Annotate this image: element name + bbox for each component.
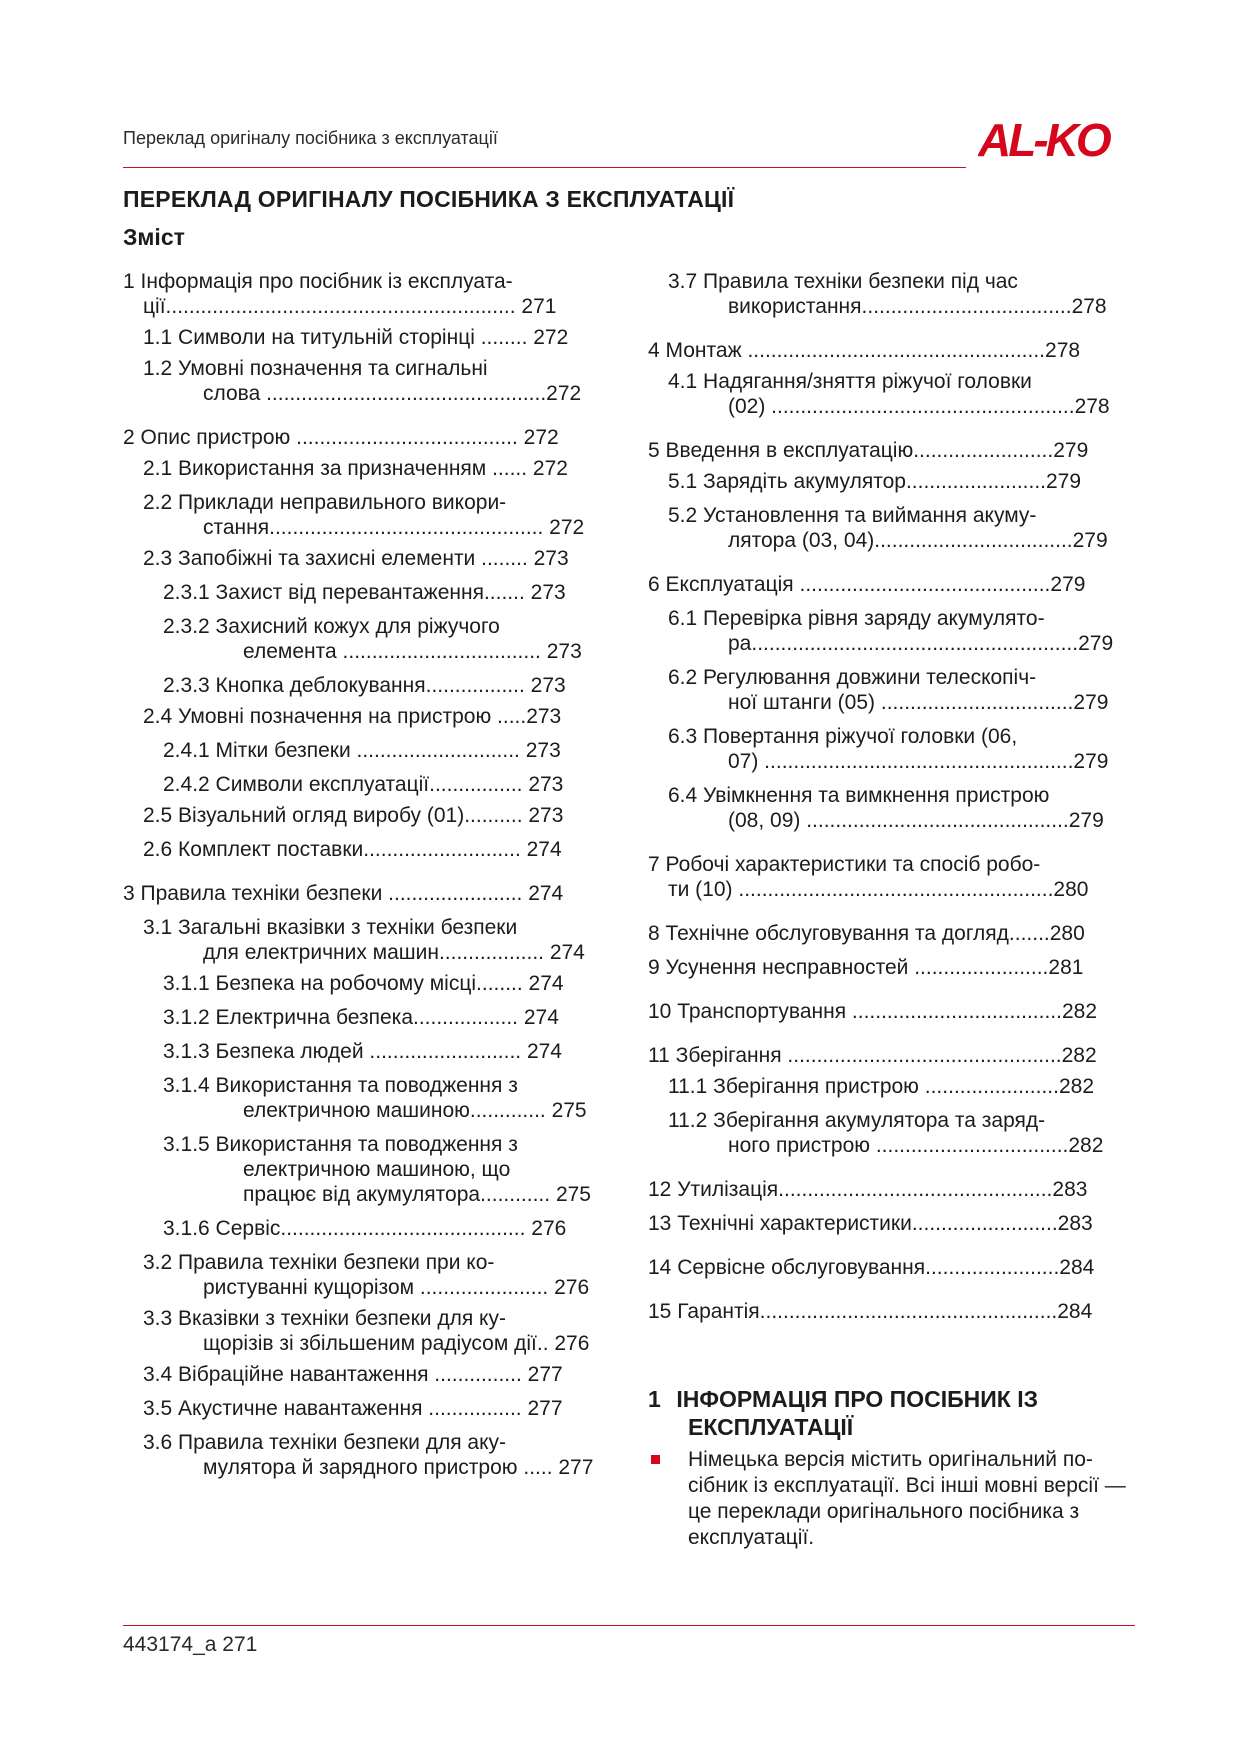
- toc-entry[interactable]: 4.1 Надягання/зняття ріжучої головки (02) ....................................................278: [668, 370, 1110, 418]
- section-heading: [648, 1385, 1138, 1441]
- svg-text:AL-KO: AL-KO: [978, 118, 1109, 162]
- toc-entry[interactable]: 6.3 Повертання ріжучої головки (06, 07) .....................................................279: [668, 725, 1109, 773]
- section-title-line1: ІНФОРМАЦІЯ ПРО ПОСІБНИК ІЗ: [676, 1386, 1039, 1412]
- running-header: Переклад оригіналу посібника з експлуатації: [123, 128, 498, 148]
- toc-left-column: [123, 269, 610, 1480]
- toc-entry[interactable]: 2.1 Використання за призначенням ...... 272: [143, 457, 568, 480]
- toc-entry[interactable]: 7 Робочі характеристики та спосіб робо- ти (10) ......................................................280: [648, 853, 1089, 901]
- bullet-item: [648, 1447, 1143, 1551]
- toc-entry[interactable]: 2.3.2 Захисний кожух для ріжучого елемента .................................. 273: [163, 615, 582, 663]
- toc-entry[interactable]: 2.4 Умовні позначення на пристрою .....273: [143, 705, 562, 728]
- toc-right-column: [648, 269, 1135, 1324]
- toc-entry[interactable]: 1.2 Умовні позначення та сигнальні слова ................................................272: [143, 357, 582, 405]
- al-ko-logo: [978, 118, 1138, 162]
- toc-entry[interactable]: 4 Монтаж ...................................................278: [648, 339, 1081, 362]
- toc-entry[interactable]: 2.6 Комплект поставки........................... 274: [143, 838, 562, 861]
- toc-entry[interactable]: 14 Сервісне обслуговування.......................284: [648, 1256, 1095, 1279]
- toc-entry[interactable]: 10 Транспортування ....................................282: [648, 1000, 1097, 1023]
- toc-entry[interactable]: 2.2 Приклади неправильного викори- стання............................................... 272: [143, 491, 585, 539]
- section-title-line2: ЕКСПЛУАТАЦІЇ: [688, 1414, 854, 1440]
- bullet-square-icon: [651, 1455, 660, 1464]
- toc-entry[interactable]: 5 Введення в експлуатацію........................279: [648, 439, 1089, 462]
- toc-entry[interactable]: 3.3 Вказівки з техніки безпеки для ку- щорізів зі збільшеним радіусом дії.. 276: [143, 1307, 590, 1355]
- toc-entry[interactable]: 3.1.5 Використання та поводження з електричною машиною, що працює від акумулятора............ 275: [163, 1133, 591, 1206]
- toc-entry[interactable]: 2.3 Запобіжні та захисні елементи ........ 273: [143, 547, 569, 570]
- toc-entry[interactable]: 2.3.3 Кнопка деблокування................. 273: [163, 674, 566, 697]
- toc-entry[interactable]: 3.1 Загальні вказівки з техніки безпеки для електричних машин.................. 274: [143, 916, 585, 964]
- toc-entry[interactable]: 2.4.1 Мітки безпеки ............................ 273: [163, 739, 561, 762]
- toc-entry[interactable]: 6 Експлуатація ...........................................279: [648, 573, 1086, 596]
- toc-entry[interactable]: 1 Інформація про посібник із експлуата- ції............................................................ 271: [123, 270, 557, 318]
- toc-entry[interactable]: 2.4.2 Символи експлуатації................ 273: [163, 773, 564, 796]
- toc-entry[interactable]: 8 Технічне обслуговування та догляд.......280: [648, 922, 1085, 945]
- toc-entry[interactable]: 3.1.2 Електрична безпека.................. 274: [163, 1006, 559, 1029]
- toc-entry[interactable]: 3.1.6 Сервіс.......................................... 276: [163, 1217, 567, 1240]
- toc-entry[interactable]: 5.1 Зарядіть акумулятор........................279: [668, 470, 1082, 493]
- toc-entry[interactable]: 11.2 Зберігання акумулятора та заряд- ного пристрою .................................282: [668, 1109, 1104, 1157]
- toc-entry[interactable]: 2.3.1 Захист від перевантаження....... 273: [163, 581, 566, 604]
- toc-entry[interactable]: 9 Усунення несправностей .......................281: [648, 956, 1084, 979]
- toc-entry[interactable]: 15 Гарантія...................................................284: [648, 1300, 1093, 1323]
- footer-page-number: 443174_a 271: [123, 1633, 258, 1656]
- bullet-text: Німецька версія містить оригінальний по-сібник із експлуатації. Всі інші мовні версії — це переклади оригінального посібника з експлуатації.: [688, 1448, 1126, 1549]
- toc-entry[interactable]: 3.7 Правила техніки безпеки під час використання....................................278: [668, 270, 1107, 318]
- toc-entry[interactable]: 3.2 Правила техніки безпеки при ко- ристуванні кущорізом ...................... 276: [143, 1251, 590, 1299]
- section-number: 1: [648, 1386, 661, 1412]
- toc-entry[interactable]: 1.1 Символи на титульній сторінці ........ 272: [143, 326, 569, 349]
- header-divider: [123, 167, 966, 168]
- toc-entry[interactable]: 11.1 Зберігання пристрою .......................282: [668, 1075, 1094, 1098]
- toc-entry[interactable]: 3.5 Акустичне навантаження ................ 277: [143, 1397, 563, 1420]
- toc-heading: Зміст: [123, 224, 185, 250]
- toc-entry[interactable]: 2 Опис пристрою ...................................... 272: [123, 426, 559, 449]
- toc-entry[interactable]: 3.4 Вібраційне навантаження ............... 277: [143, 1363, 563, 1386]
- toc-entry[interactable]: 3.1.3 Безпека людей .......................... 274: [163, 1040, 562, 1063]
- document-title: ПЕРЕКЛАД ОРИГІНАЛУ ПОСІБНИКА З ЕКСПЛУАТАЦІЇ: [123, 186, 735, 212]
- toc-entry[interactable]: 11 Зберігання ...............................................282: [648, 1044, 1097, 1067]
- toc-entry[interactable]: 12 Утилізація...............................................283: [648, 1178, 1088, 1201]
- footer-divider: [123, 1625, 1135, 1626]
- toc-entry[interactable]: 6.2 Регулювання довжини телескопіч- ної штанги (05) .................................279: [668, 666, 1109, 714]
- toc-entry[interactable]: 3 Правила техніки безпеки ....................... 274: [123, 882, 564, 905]
- toc-entry[interactable]: 3.6 Правила техніки безпеки для аку- мулятора й зарядного пристрою ..... 277: [143, 1431, 594, 1479]
- toc-entry[interactable]: 6.4 Увімкнення та вимкнення пристрою (08, 09) .............................................279: [668, 784, 1104, 832]
- toc-entry[interactable]: 2.5 Візуальний огляд виробу (01).......... 273: [143, 804, 564, 827]
- toc-entry[interactable]: 3.1.4 Використання та поводження з електричною машиною............. 275: [163, 1074, 587, 1122]
- toc-entry[interactable]: 5.2 Установлення та виймання акуму- лятора (03, 04)..................................279: [668, 504, 1108, 552]
- toc-entry[interactable]: 3.1.1 Безпека на робочому місці........ 274: [163, 972, 564, 995]
- toc-entry[interactable]: 6.1 Перевірка рівня заряду акумулято- ра........................................................279: [668, 607, 1114, 655]
- toc-entry[interactable]: 13 Технічні характеристики.........................283: [648, 1212, 1093, 1235]
